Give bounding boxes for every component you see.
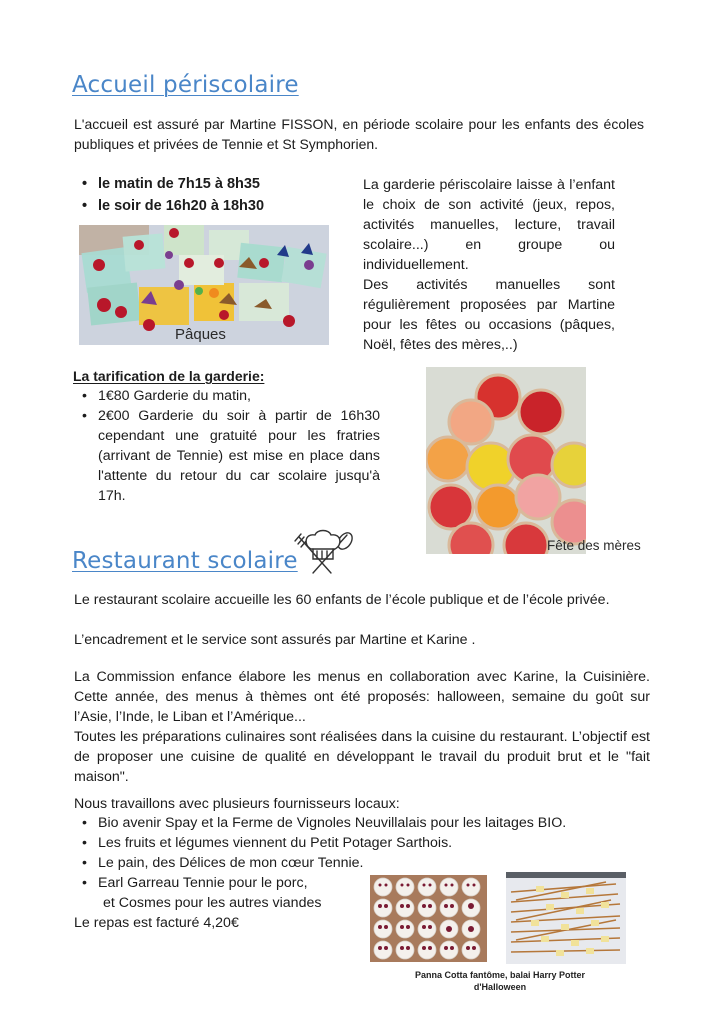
- pricing-item-morning: • 1€80 Garderie du matin,: [74, 386, 380, 406]
- fete-des-meres-caption: Fête des mères: [547, 538, 641, 553]
- paques-caption: Pâques: [175, 326, 226, 343]
- balai-harry-potter-photo: [506, 872, 626, 964]
- garderie-description: [363, 175, 615, 355]
- pricing-list: [74, 386, 380, 506]
- garderie-description-1: La garderie périscolaire laisse à l’enfant le choix de son activité (jeux, repos, activités manuelles, lecture, travail scolaire...) en groupe ou individuellement.: [363, 177, 615, 273]
- roses-illustration: [426, 367, 586, 554]
- halloween-caption: [395, 969, 605, 993]
- supplier-item: • Bio avenir Spay et la Ferme de Vignoles Neuvillalais pour les laitages BIO.: [74, 813, 664, 833]
- broomsticks-illustration: [506, 872, 626, 964]
- panna-cotta-photo: [370, 875, 487, 962]
- garderie-description-2: Des activités manuelles sont régulièrement proposées par Martine pour les fêtes ou occasions (pâques, Noël, fêtes des mères,..): [363, 277, 615, 353]
- hours-list: [74, 173, 354, 217]
- hours-item-evening: • le soir de 16h20 à 18h30: [74, 195, 354, 217]
- supplier-item: • Earl Garreau Tennie pour le porc,: [74, 873, 664, 893]
- halloween-caption-line-2: d'Halloween: [473, 982, 527, 992]
- fete-des-meres-photo: [426, 367, 586, 554]
- hours-item-morning: • le matin de 7h15 à 8h35: [74, 173, 354, 195]
- restaurant-para-2: L’encadrement et le service sont assurés par Martine et Karine .: [74, 632, 476, 648]
- supplier-continuation: et Cosmes pour les autres viandes: [103, 895, 322, 911]
- intro-paragraph: L'accueil est assuré par Martine FISSON, en période scolaire pour les enfants des écoles publiques et privées de Tennie et St Symphorien.: [74, 116, 644, 152]
- paques-photo: [79, 225, 329, 345]
- pricing-item-evening: • 2€00 Garderie du soir à partir de 16h30 cependant une gratuité pour les fratries (arrivant de Tennie) est mise en place dans l'attente du retour du car scolaire jusqu'à 17h.: [74, 406, 380, 506]
- panna-cotta-illustration: [370, 875, 487, 962]
- restaurant-para-1: Le restaurant scolaire accueille les 60 enfants de l’école publique et de l’école privée.: [74, 592, 610, 608]
- pricing-title: La tarification de la garderie:: [73, 368, 265, 384]
- section-title-accueil: Accueil périscolaire: [72, 72, 299, 98]
- chef-hat-cutlery-icon: [289, 527, 357, 577]
- suppliers-intro: Nous travaillons avec plusieurs fournisseurs locaux:: [74, 796, 400, 812]
- supplier-item: • Les fruits et légumes viennent du Petit Potager Sarthois.: [74, 833, 664, 853]
- supplier-item: • Le pain, des Délices de mon cœur Tennie.: [74, 853, 664, 873]
- restaurant-para-3: La Commission enfance élabore les menus en collaboration avec Karine, la Cuisinière. Cette année, des menus à thèmes ont été proposés: halloween, semaine du goût sur l’Asie, l’Inde, le Liban et l’Amérique...: [74, 669, 650, 725]
- section-title-restaurant: Restaurant scolaire: [72, 548, 298, 574]
- halloween-caption-line-1: Panna Cotta fantôme, balai Harry Potter: [414, 970, 586, 980]
- meal-price: Le repas est facturé 4,20€: [74, 915, 239, 931]
- restaurant-para-4: Toutes les préparations culinaires sont réalisées dans la cuisine du restaurant. L’objectif est de proposer une cuisine de qualité en développant le travail du produit brut et le "fait maison".: [74, 729, 650, 785]
